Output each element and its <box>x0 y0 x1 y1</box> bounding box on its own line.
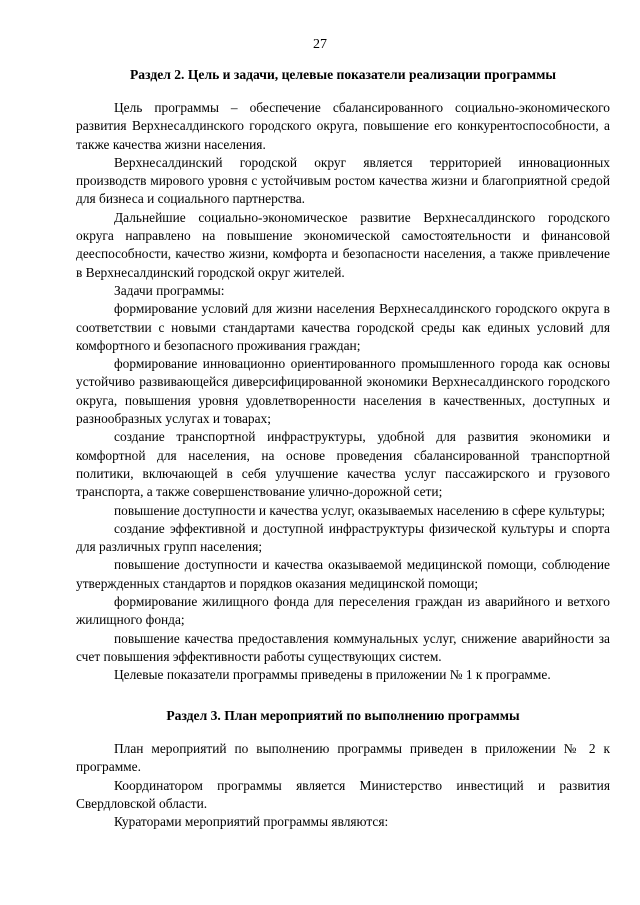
paragraph: повышение доступности и качества услуг, оказываемых населению в сфере культуры; <box>114 502 606 518</box>
paragraph: Задачи программы: <box>114 282 225 298</box>
paragraph: формирование условий для жизни населения Верхнесалдинского городского округа в соответствии с новыми стандартами качества городской среды как единых условий для комфортного и безопасного проживания граждан; <box>76 301 610 353</box>
section-2-title: Раздел 2. Цель и задачи, целевые показатели реализации программы <box>130 67 556 82</box>
paragraph: формирование инновационно ориентированного промышленного города как основы устойчиво развивающейся диверсифицированной экономики Верхнесалдинского городского округа, повышения уровня удовлетворенности населения в качественных, доступных и разнообразных услугах и товарах; <box>76 356 610 427</box>
paragraph: Цель программы – обеспечение сбалансированного социально-экономического развития Верхнесалдинского городского округа, повышение его конкурентоспособности, а также качества жизни населения. <box>76 100 610 152</box>
paragraph: создание эффективной и доступной инфраструктуры физической культуры и спорта для различных групп населения; <box>76 520 610 555</box>
paragraph: Кураторами мероприятий программы являются: <box>114 814 389 830</box>
paragraph: Координатором программы является Министерство инвестиций и развития Свердловской области. <box>76 777 610 811</box>
paragraph: Верхнесалдинский городской округ является территорией инновационных производств мирового уровня с устойчивым ростом качества жизни и благоприятной средой для бизнеса и социального партнерства. <box>76 154 610 207</box>
paragraph: Дальнейшие социально-экономическое развитие Верхнесалдинского городского округа направлено на повышение экономической самостоятельности и финансовой дееспособности, качество жизни, комфорта и безопасности населения, а также привлечение в Верхнесалдинский городской округ жителей. <box>76 209 610 280</box>
paragraph: Целевые показатели программы приведены в приложении № 1 к программе. <box>114 667 551 683</box>
section-3-title: Раздел 3. План мероприятий по выполнению программы <box>166 708 520 723</box>
paragraph: повышение качества предоставления коммунальных услуг, снижение аварийности за счет повышения эффективности работы существующих систем. <box>76 630 610 664</box>
paragraph: повышение доступности и качества оказываемой медицинской помощи, соблюдение утвержденных стандартов и порядков оказания медицинской помощи; <box>76 557 610 591</box>
page-number: 27 <box>313 37 327 52</box>
paragraph: создание транспортной инфраструктуры, удобной для развития экономики и комфортной для населения, на основе проведения сбалансированной транспортной политики, включающей в себя улучшение качества услуг пассажирского и грузового транспорта, а также совершенствование улично-дорожной сети; <box>76 429 610 500</box>
section-2-body <box>76 99 610 685</box>
section-3-body <box>76 740 610 831</box>
paragraph: План мероприятий по выполнению программы приведен в приложении № 2 к программе. <box>76 741 610 775</box>
paragraph: формирование жилищного фонда для переселения граждан из аварийного и ветхого жилищного фонда; <box>76 594 610 628</box>
